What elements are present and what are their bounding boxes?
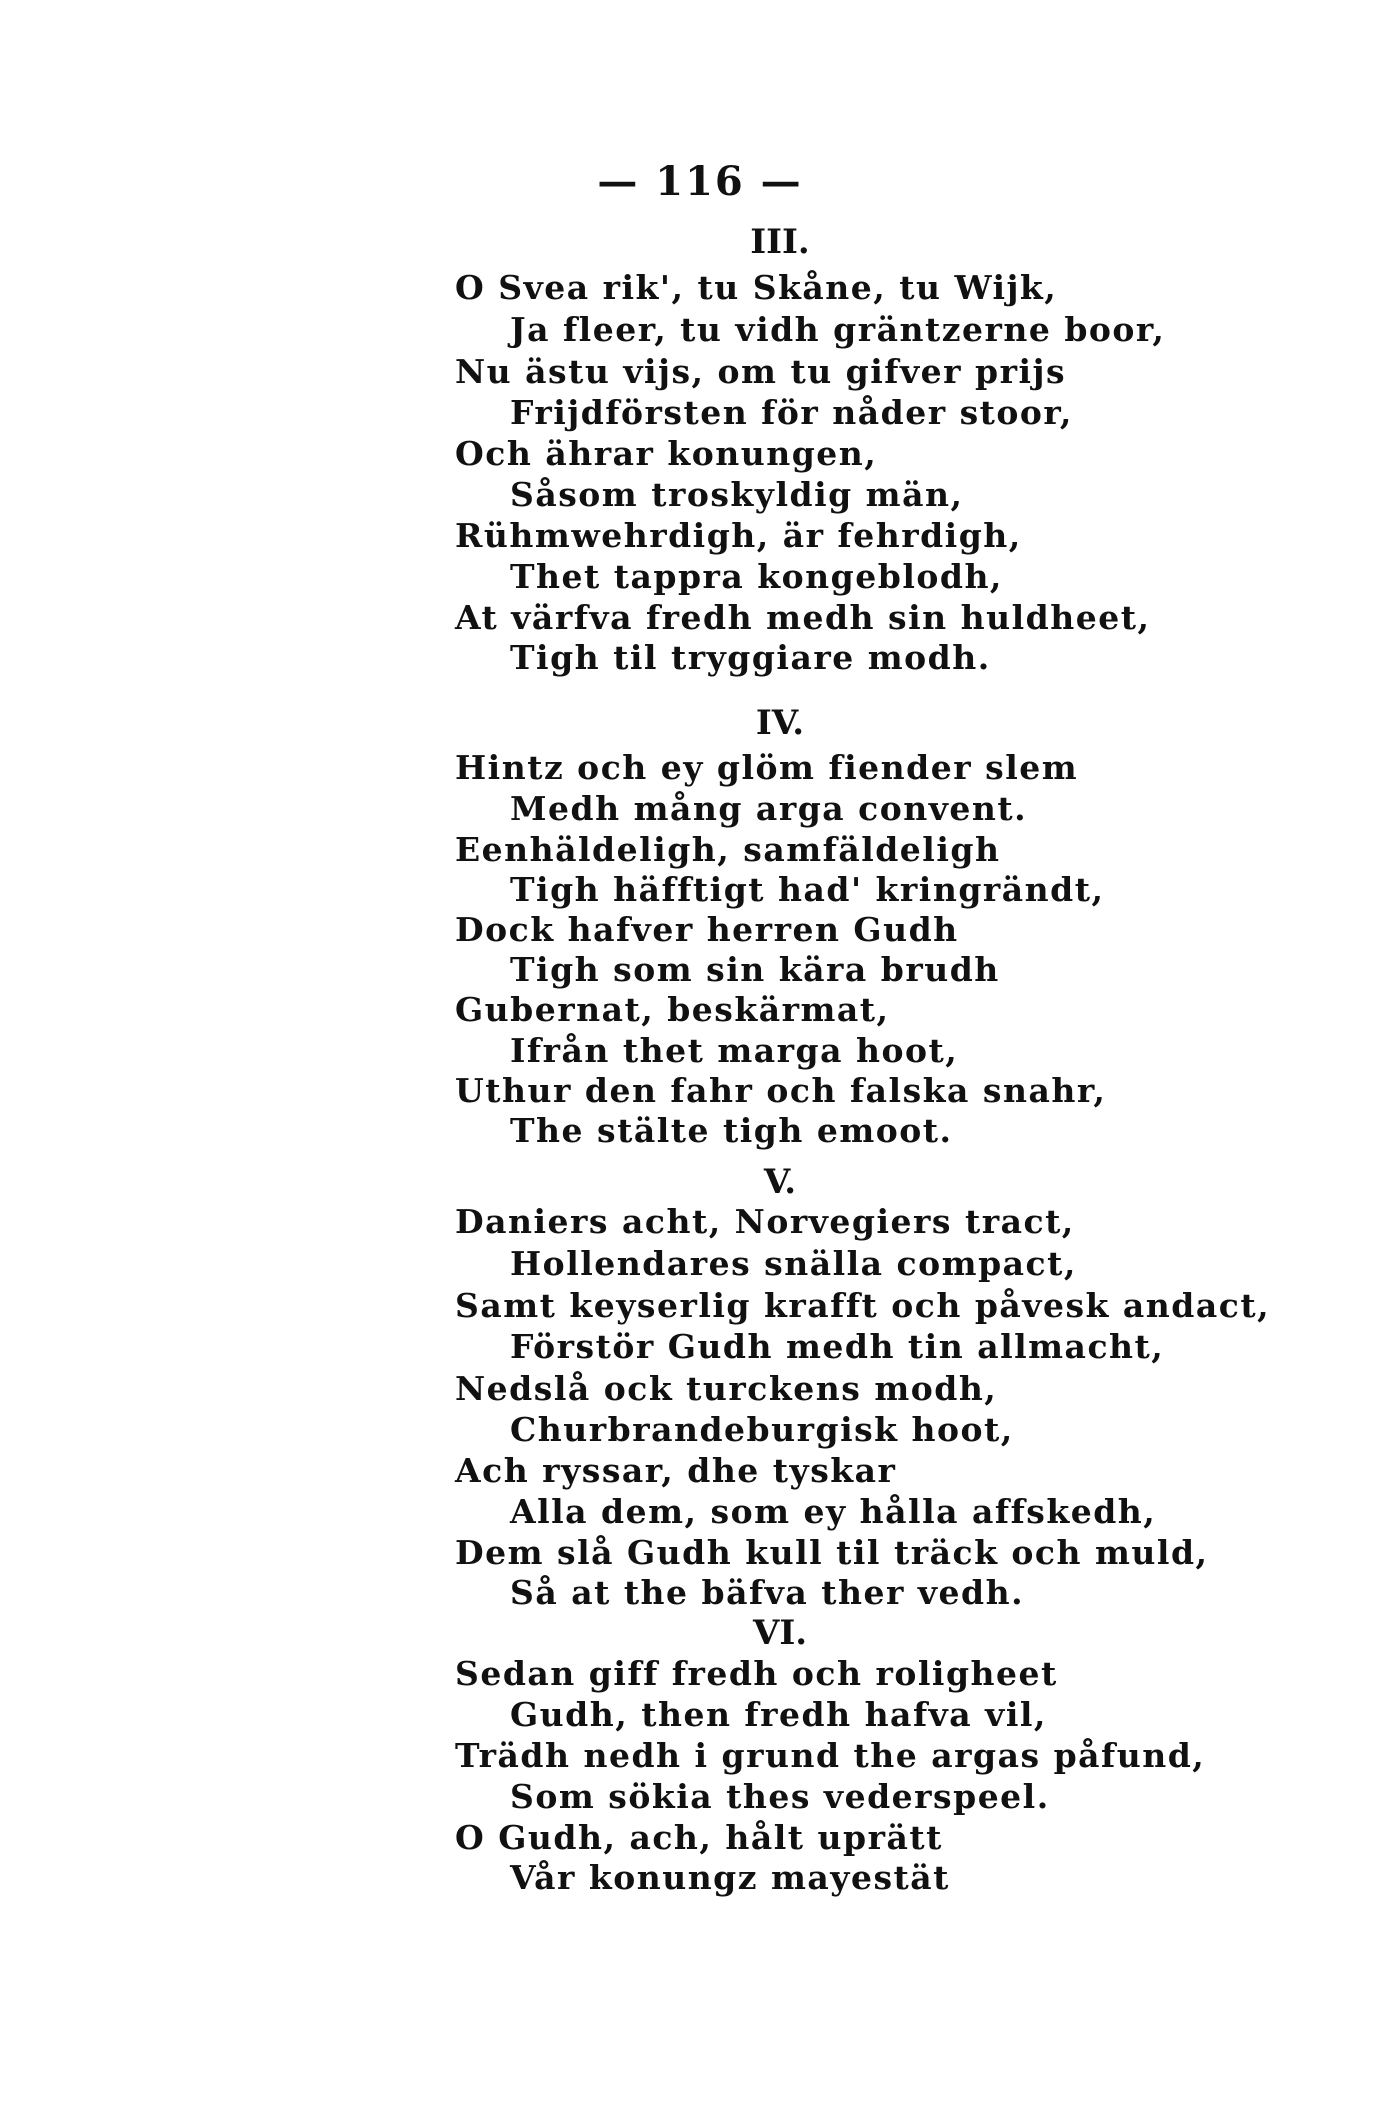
verse-line: Hollendares snälla compact, [510, 1244, 1077, 1283]
verse-line: Såsom troskyldig män, [510, 475, 964, 514]
verse-line: Eenhäldeligh, samfäldeligh [455, 830, 1001, 869]
verse-line: Daniers acht, Norvegiers tract, [455, 1202, 1075, 1241]
page-number: — 116 — [597, 158, 803, 205]
verse-line: Medh mång arga convent. [510, 789, 1028, 828]
verse-line: Dock hafver herren Gudh [455, 910, 959, 949]
verse-line: Frijdförsten för nåder stoor, [510, 393, 1073, 432]
verse-line: Trädh nedh i grund the argas påfund, [455, 1736, 1206, 1775]
verse-line: Förstör Gudh medh tin allmacht, [510, 1327, 1165, 1366]
verse-line: Vår konungz mayestät [510, 1858, 950, 1897]
verse-line: O Svea rik', tu Skåne, tu Wijk, [455, 268, 1058, 307]
verse-line: Alla dem, som ey hålla affskedh, [510, 1492, 1157, 1531]
verse-line: Så at the bäfva ther vedh. [510, 1573, 1025, 1612]
verse-line: Samt keyserlig krafft och påvesk andact, [455, 1286, 1271, 1325]
stanza-heading-vi: VI. [752, 1613, 808, 1653]
verse-line: Nu ästu vijs, om tu gifver prijs [455, 352, 1067, 391]
verse-line: Tigh som sin kära brudh [510, 950, 1000, 989]
verse-line: Rühmwehrdigh, är fehrdigh, [455, 516, 1022, 555]
stanza-heading-iv: IV. [755, 703, 805, 743]
verse-line: The stälte tigh emoot. [510, 1111, 953, 1150]
verse-line: Ach ryssar, dhe tyskar [455, 1451, 897, 1490]
verse-line: O Gudh, ach, hålt uprätt [455, 1818, 943, 1857]
verse-line: Gubernat, beskärmat, [455, 990, 890, 1029]
verse-line: At värfva fredh medh sin huldheet, [455, 598, 1151, 637]
verse-line: Gudh, then fredh hafva vil, [510, 1695, 1047, 1734]
stanza-heading-iii: III. [750, 222, 810, 262]
verse-line: Och ährar konungen, [455, 434, 878, 473]
verse-line: Ifrån thet marga hoot, [510, 1031, 959, 1070]
verse-line: Tigh häfftigt had' kringrändt, [510, 870, 1105, 909]
verse-line: Ja fleer, tu vidh gräntzerne boor, [510, 310, 1166, 349]
verse-line: Churbrandeburgisk hoot, [510, 1410, 1014, 1449]
verse-line: Nedslå ock turckens modh, [455, 1369, 998, 1408]
verse-line: Sedan giff fredh och roligheet [455, 1654, 1058, 1693]
verse-line: Uthur den fahr och falska snahr, [455, 1071, 1107, 1110]
verse-line: Dem slå Gudh kull til träck och muld, [455, 1533, 1209, 1572]
verse-line: Tigh til tryggiare modh. [510, 638, 991, 677]
verse-line: Som sökia thes vederspeel. [510, 1777, 1050, 1816]
verse-line: Thet tappra kongeblodh, [510, 557, 1003, 596]
verse-line: Hintz och ey glöm fiender slem [455, 748, 1079, 787]
stanza-heading-v: V. [763, 1162, 797, 1202]
